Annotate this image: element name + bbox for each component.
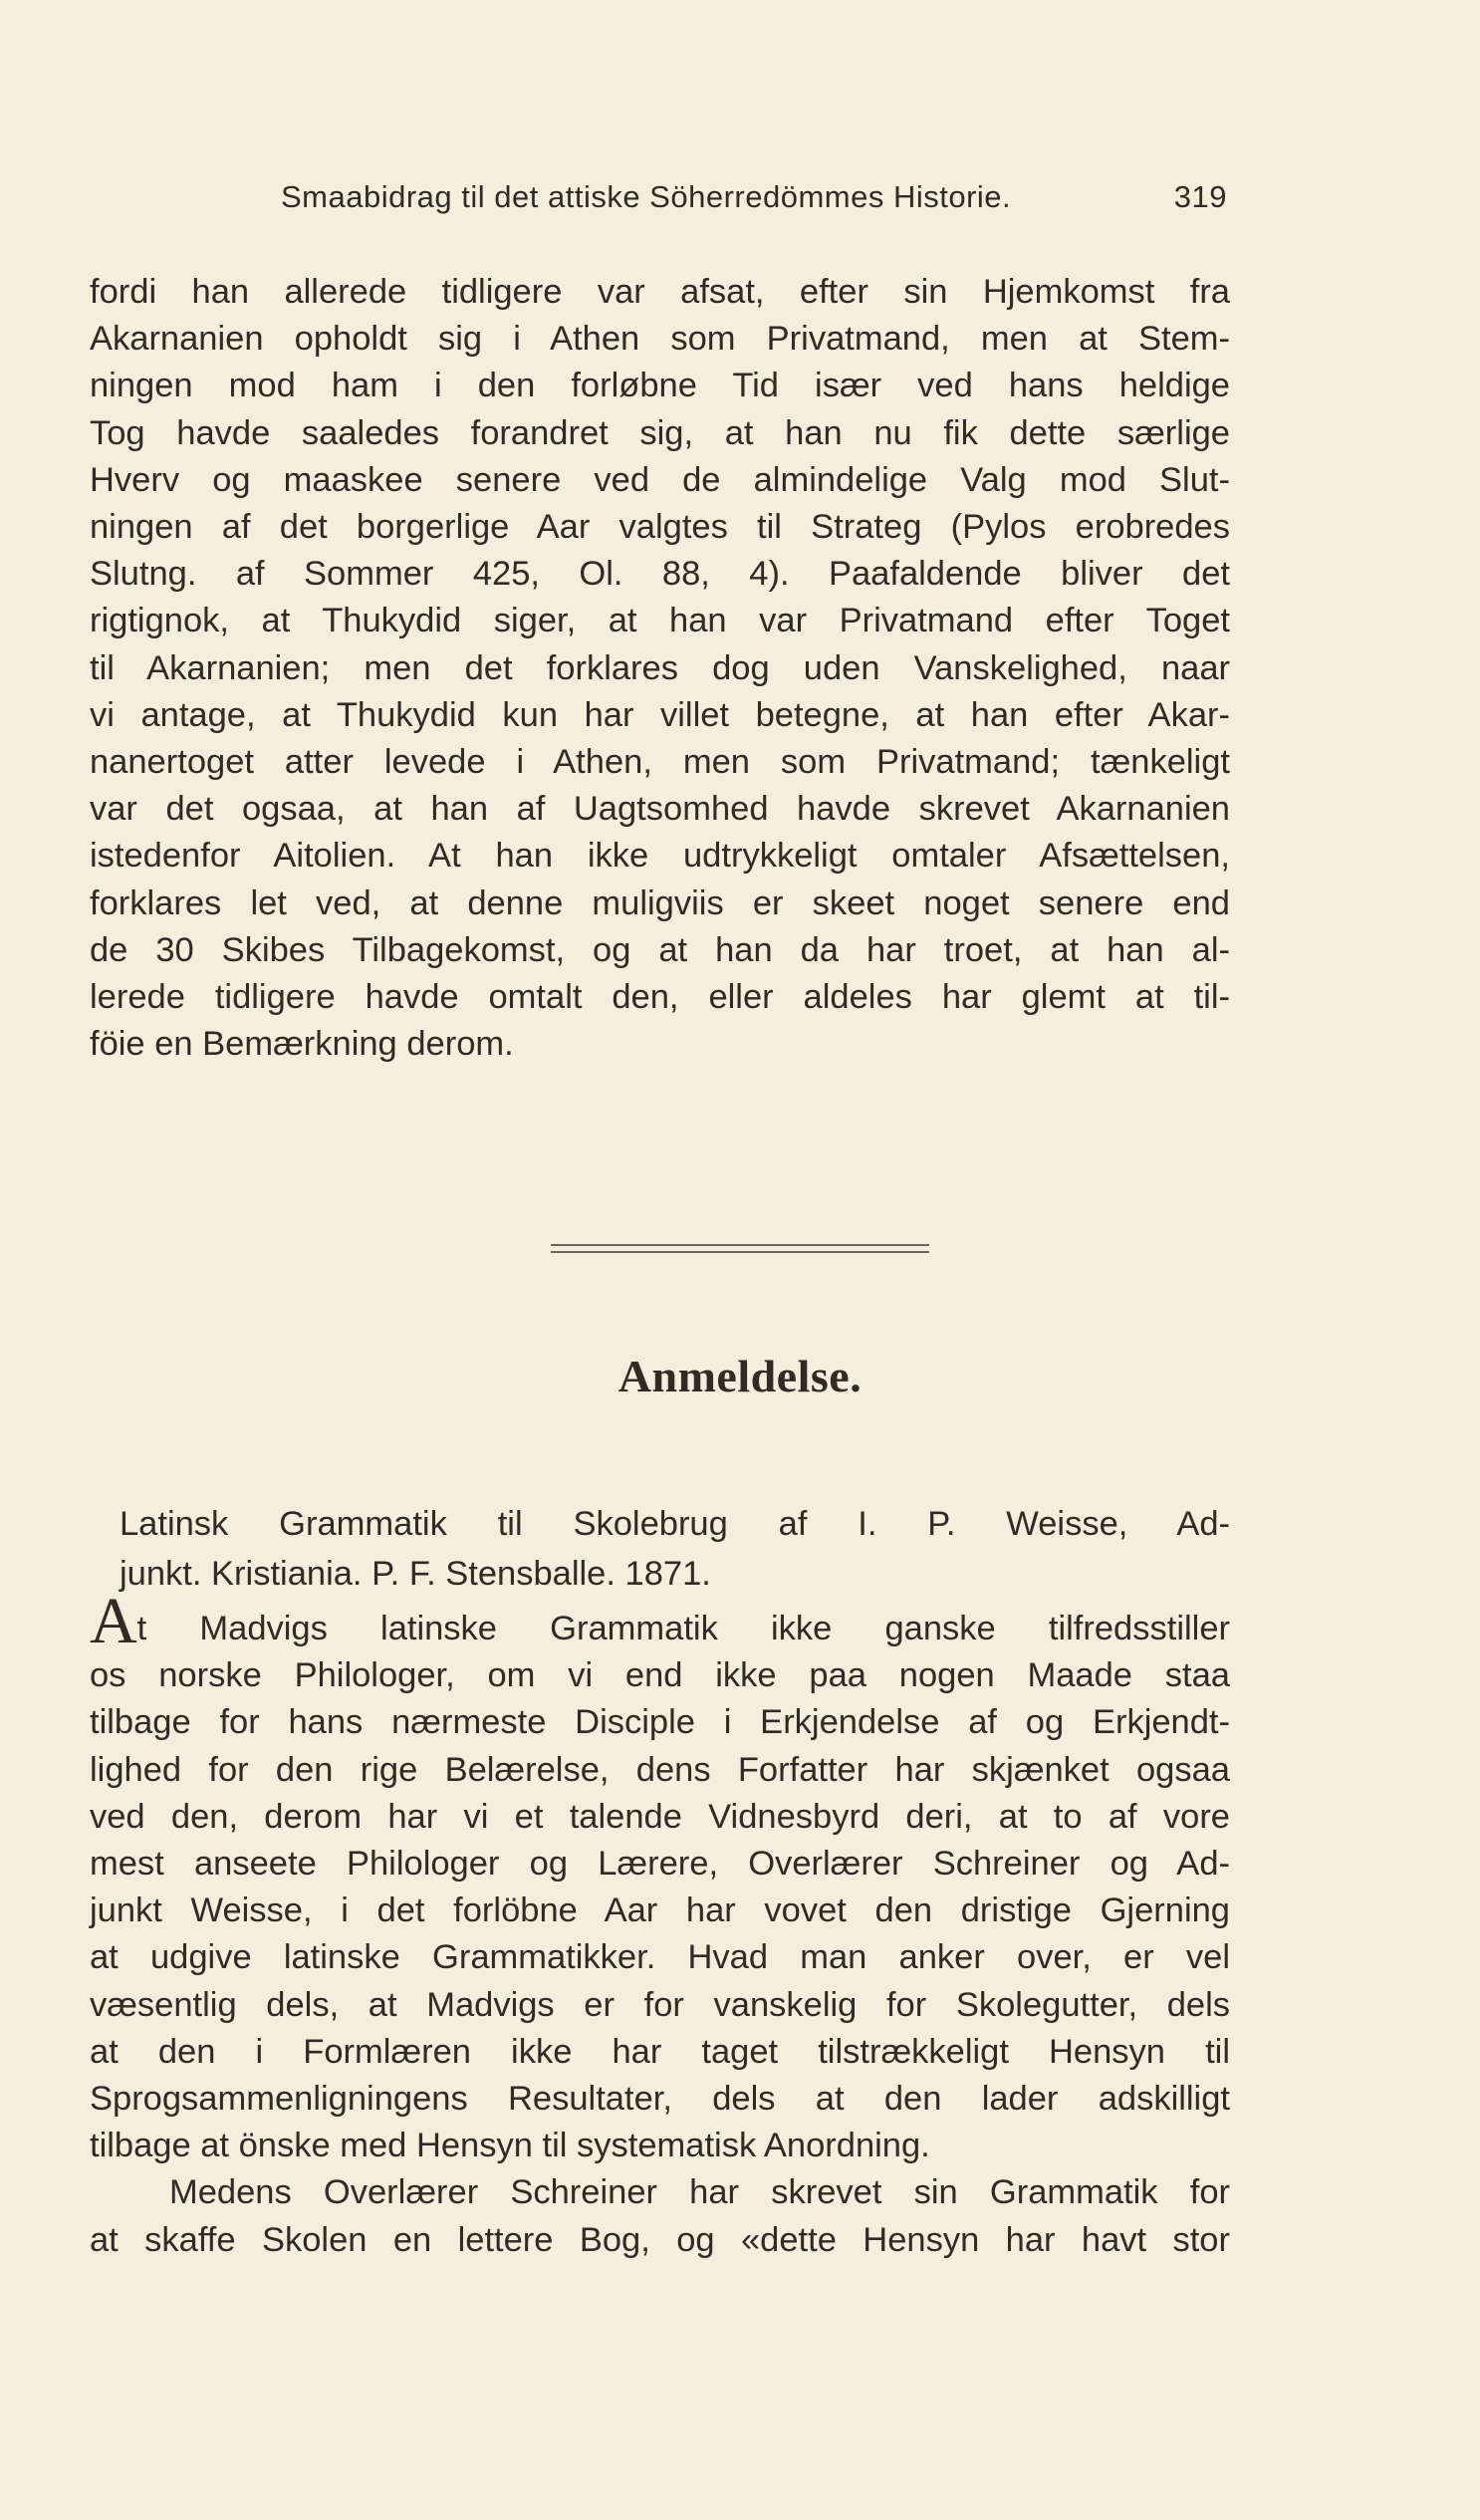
text-line: de 30 Skibes Tilbagekomst, og at han da har troet, at han al- (90, 930, 1230, 969)
text-line: lerede tidligere havde omtalt den, eller aldeles har glemt at til- (90, 978, 1230, 1017)
text-line: rigtignok, at Thukydid siger, at han var Privatmand efter Toget (90, 602, 1230, 640)
section-divider (551, 1251, 929, 1253)
text-line: at den i Formlæren ikke har taget tilstrækkeligt Hensyn til (90, 2032, 1230, 2071)
text-line: mest anseete Philologer og Lærere, Overlærer Schreiner og Ad- (90, 1845, 1230, 1884)
text-line: forklares let ved, at denne muligviis er skeet noget senere end (90, 883, 1230, 922)
text-line: lighed for den rige Belærelse, dens Forfatter har skjænket ogsaa (90, 1750, 1230, 1789)
text-line: Hverv og maaskee senere ved de almindelige Valg mod Slut- (90, 460, 1230, 499)
text-line: fordi han allerede tidligere var afsat, efter sin Hjemkomst fra (90, 273, 1230, 311)
text-line: föie en Bemærkning derom. (90, 1025, 514, 1064)
text-line: os norske Philologer, om vi end ikke paa nogen Maade staa (90, 1656, 1230, 1695)
text-line: at udgive latinske Grammatikker. Hvad man anker over, er vel (90, 1938, 1230, 1977)
text-line: Medens Overlærer Schreiner har skrevet sin Grammatik for (169, 2173, 1230, 2212)
text-line: vi antage, at Thukydid kun har villet betegne, at han efter Akar- (90, 695, 1230, 734)
text-line: var det ogsaa, at han af Uagtsomhed havde skrevet Akarnanien (90, 790, 1230, 829)
text-line: Slutng. af Sommer 425, Ol. 88, 4). Paafaldende bliver det (90, 555, 1230, 594)
text-line: ningen af det borgerlige Aar valgtes til Strateg (Pylos erobredes (90, 508, 1230, 547)
drop-cap: A (90, 1585, 137, 1657)
section-title: Anmeldelse. (617, 1351, 863, 1401)
page-number: 319 (1173, 179, 1227, 214)
text-line: til Akarnanien; men det forklares dog uden Vanskelighed, naar (90, 648, 1230, 687)
review-paragraph (90, 1585, 1230, 2264)
book-reference-line: junkt. Kristiania. P. F. Stensballe. 1871. (120, 1555, 711, 1593)
text-line: tilbage at önske med Hensyn til systematisk Anordning. (90, 2127, 930, 2165)
text-line: Tog havde saaledes forandret sig, at han nu fik dette særlige (90, 413, 1230, 452)
text-line: væsentlig dels, at Madvigs er for vanskelig for Skolegutter, dels (90, 1985, 1230, 2024)
text-line: istedenfor Aitolien. At han ikke udtrykkeligt omtaler Afsættelsen, (90, 837, 1230, 876)
page-header (281, 179, 1227, 229)
text-line: tilbage for hans nærmeste Disciple i Erkjendelse af og Erkjendt- (90, 1703, 1230, 1742)
text-line: at skaffe Skolen en lettere Bog, og «dette Hensyn har havt stor (90, 2220, 1230, 2259)
book-reference-line: Latinsk Grammatik til Skolebrug af I. P. Weisse, Ad- (120, 1505, 1230, 1543)
text-line: Sprogsammenligningens Resultater, dels at den lader adskilligt (90, 2080, 1230, 2119)
text-line: Akarnanien opholdt sig i Athen som Privatmand, men at Stem- (90, 320, 1230, 359)
book-reference (120, 1499, 1230, 1599)
text-line: ningen mod ham i den forløbne Tid især ved hans heldige (90, 367, 1230, 405)
text-line: junkt Weisse, i det forlöbne Aar har vovet den dristige Gjerning (90, 1891, 1230, 1930)
section-divider (551, 1244, 929, 1246)
text-line: ved den, derom har vi et talende Vidnesbyrd deri, at to af vore (90, 1797, 1230, 1836)
paragraph-continued (90, 269, 1230, 1068)
text-line-rest: t Madvigs latinske Grammatik ikke ganske tilfredsstiller (136, 1610, 1230, 1647)
text-line (90, 1585, 1230, 1657)
text-line: nanertoget atter levede i Athen, men som Privatmand; tænkeligt (90, 743, 1230, 782)
running-title: Smaabidrag til det attiske Söherredömmes Historie. (281, 179, 1012, 214)
